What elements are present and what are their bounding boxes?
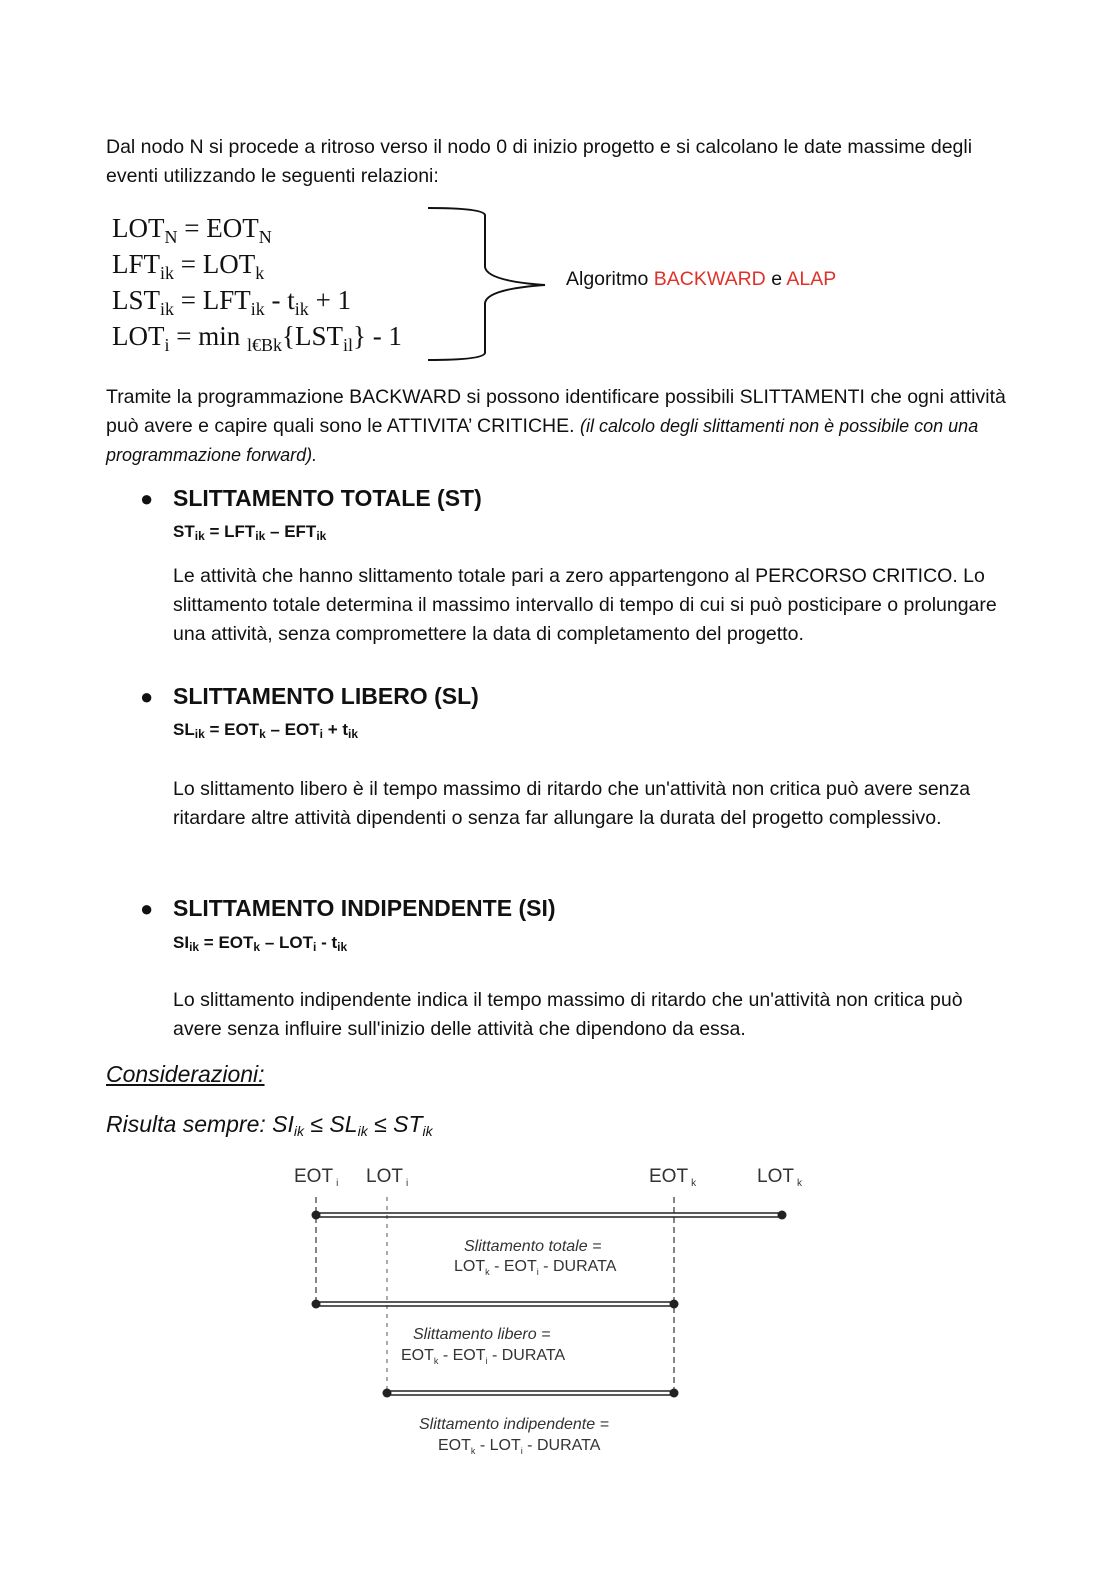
- section-title-st: SLITTAMENTO TOTALE (ST): [173, 485, 482, 511]
- bullet-icon: ●: [140, 486, 154, 511]
- bar-total-start: [312, 1211, 321, 1220]
- sl-expression: $EOT_k - EOT_i$ - DURATA: [401, 1347, 566, 1366]
- bar-total-end: [778, 1211, 787, 1220]
- formula-lot-i: $LOT_i = \min _{l€Bk}\{LST_{il}\} - 1$: [112, 321, 402, 355]
- bar-indep-end: [670, 1389, 679, 1398]
- bullet-icon: ●: [140, 684, 154, 709]
- considerazioni-heading: Considerazioni:: [106, 1061, 265, 1087]
- section-title-si: SLITTAMENTO INDIPENDENTE (SI): [173, 895, 556, 921]
- bar-indep-start: [383, 1389, 392, 1398]
- backward-formulas: [112, 210, 402, 354]
- risulta-inequality: Risulta sempre: $SI_{ik} \le SL_{ik} \le ST_{ik}$: [106, 1111, 433, 1139]
- section-title-sl: SLITTAMENTO LIBERO (SL): [173, 683, 479, 709]
- tramite-paragraph: Tramite la programmazione BACKWARD si possono identificare possibili SLITTAMENTI che ogni attività può avere e capire quali sono le ATTIVITA’ CRITICHE. (il calcolo degli slittamenti non è possibile con una programmazione forward).: [106, 386, 1006, 465]
- backward-keyword: BACKWARD: [653, 268, 766, 290]
- label-lot-k: LOT $_k$: [757, 1166, 802, 1189]
- section-desc-si: Lo slittamento indipendente indica il tempo massimo di ritardo che un'attività non critica può avere senza influire sull'inizio delle attività che dipendono da essa.: [173, 989, 963, 1040]
- forward-note: (il calcolo degli slittamenti non è possibile con una programmazione forward).: [106, 416, 979, 465]
- formula-st: $ST_{ik} = LFT_{ik} - EFT_{ik}$: [173, 522, 327, 543]
- sl-label: Slittamento libero =: [413, 1326, 551, 1343]
- intro-paragraph: Dal nodo N si procede a ritroso verso il nodo 0 di inizio progetto e si calcolano le date massime degli eventi utilizzando le seguenti relazioni:: [106, 136, 973, 187]
- bar-free-end: [670, 1300, 679, 1309]
- si-expression: $EOT_k - LOT_i$ - DURATA: [438, 1437, 601, 1456]
- st-label: Slittamento totale =: [464, 1238, 602, 1255]
- formula-lot-n: $LOT_N = EOT_N$: [112, 213, 272, 247]
- slack-diagram: [280, 1155, 840, 1465]
- formula-sl: $SL_{ik} = EOT_k - EOT_i + t_{ik}$: [173, 720, 359, 741]
- label-eot-k: EOT $_k$: [649, 1166, 697, 1189]
- si-label: Slittamento indipendente =: [419, 1416, 609, 1433]
- label-eot-i: EOT $_i$: [294, 1166, 339, 1189]
- bar-free-start: [312, 1300, 321, 1309]
- formula-lst: $LST_{ik} = LFT_{ik} - t_{ik} + 1$: [112, 285, 352, 319]
- st-expression: $LOT_k - EOT_i$ - DURATA: [454, 1258, 617, 1277]
- algorithm-label: Algoritmo BACKWARD e ALAP: [566, 268, 837, 290]
- section-desc-sl: Lo slittamento libero è il tempo massimo di ritardo che un'attività non critica può avere senza ritardare altre attività dipendenti o senza far allungare la durata del progetto complessivo.: [173, 778, 971, 829]
- curly-brace-icon: [425, 205, 555, 365]
- alap-keyword: ALAP: [786, 268, 837, 290]
- formula-lft: $LFT_{ik} = LOT_k$: [112, 249, 265, 283]
- label-lot-i: LOT $_i$: [366, 1166, 409, 1189]
- formula-si: $SI_{ik} = EOT_k - LOT_i - t_{ik}$: [173, 933, 348, 954]
- section-desc-st: Le attività che hanno slittamento totale pari a zero appartengono al PERCORSO CRITICO. Lo slittamento totale determina il massimo intervallo di tempo di cui si può posticipare o prolungare una attività, senza compromettere la data di completamento del progetto.: [173, 565, 997, 645]
- bullet-icon: ●: [140, 896, 154, 921]
